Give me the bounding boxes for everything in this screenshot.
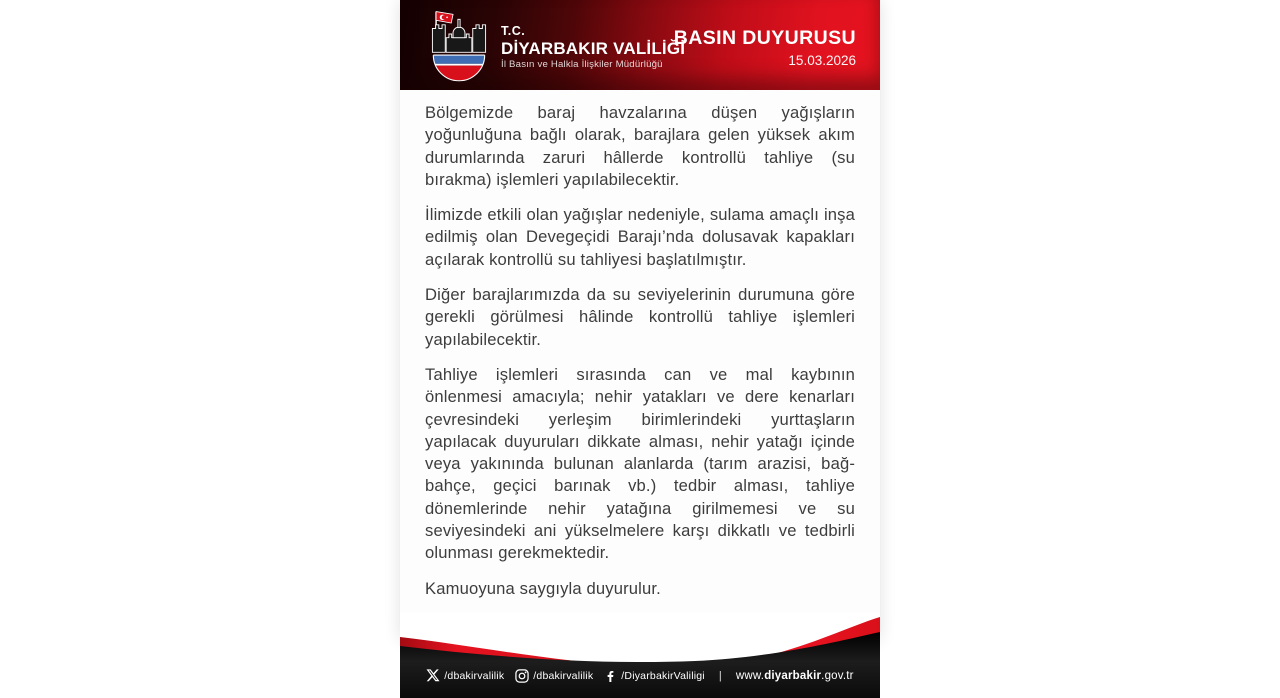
paragraph: Tahliye işlemleri sırasında can ve mal kaybının önlenmesi amacıyla; nehir yatakları ve dere kenarları çevresindeki yerleşim birimlerindeki yurttaşların yapılacak duyuruları dikkate alması, nehir yatağı içinde veya yakınında bulunan alanlarda (tarım arazisi, bağ-bahçe, geçici barınak vb.) tedbir alması, tahliye dönemlerinde nehir yatağına girilmemesi ve su seviyesindeki ani yükselmelere karşı dikkatlı ve tedbirli olunması gerekmektedir. [425, 364, 855, 563]
title-block [674, 27, 856, 68]
social-instagram-link[interactable] [515, 669, 593, 683]
paragraph: Diğer barajlarımızda da su seviyelerinin durumuna göre gerekli görülmesi hâlinde kontrollü tahliye işlemleri yapılabilecektir. [425, 285, 855, 349]
header-banner [400, 0, 880, 90]
social-bar [400, 663, 880, 689]
organization-block [501, 25, 685, 70]
instagram-icon [515, 669, 529, 683]
social-x-link[interactable] [426, 669, 504, 682]
facebook-handle: /DiyarbakirValiligi [621, 669, 705, 682]
city-walls-emblem-icon [426, 8, 492, 82]
org-name: DİYARBAKIR VALİLİĞİ [501, 38, 686, 58]
footer [400, 613, 880, 698]
diyarbakir-governorship-logo [426, 8, 492, 82]
paragraph: Bölgemizde baraj havzalarına düşen yağışların yoğunluğuna bağlı olarak, barajlara gelen yüksek akım durumlarında zaruri hâllerde kontrollü tahliye (su bırakma) işlemleri yapılabilecektir. [425, 103, 855, 189]
press-release-title: BASIN DUYURUSU [673, 27, 856, 49]
x-handle: /dbakirvalilik [444, 669, 505, 682]
facebook-icon [604, 669, 617, 682]
x-icon [426, 669, 440, 682]
paragraph: İlimizde etkili olan yağışlar nedeniyle, sulama amaçlı inşa edilmiş olan Devegeçidi Barajı’nda dolusavak kapakları açılarak kontrollü su tahliyesi başlatılmıştır. [425, 205, 855, 269]
footer-separator: | [718, 669, 722, 682]
announcement-body [400, 90, 880, 613]
org-subtitle: İl Basın ve Halkla İlişkiler Müdürlüğü [501, 59, 663, 71]
instagram-handle: /dbakirvalilik [533, 669, 594, 682]
website-link[interactable]: www.diyarbakir.gov.tr [735, 669, 854, 682]
social-facebook-link[interactable] [604, 669, 705, 682]
org-tc: T.C. [501, 24, 526, 39]
closing-line: Kamuoyuna saygıyla duyurulur. [425, 578, 661, 598]
press-release-document [400, 0, 880, 682]
press-release-date: 15.03.2026 [788, 53, 856, 68]
